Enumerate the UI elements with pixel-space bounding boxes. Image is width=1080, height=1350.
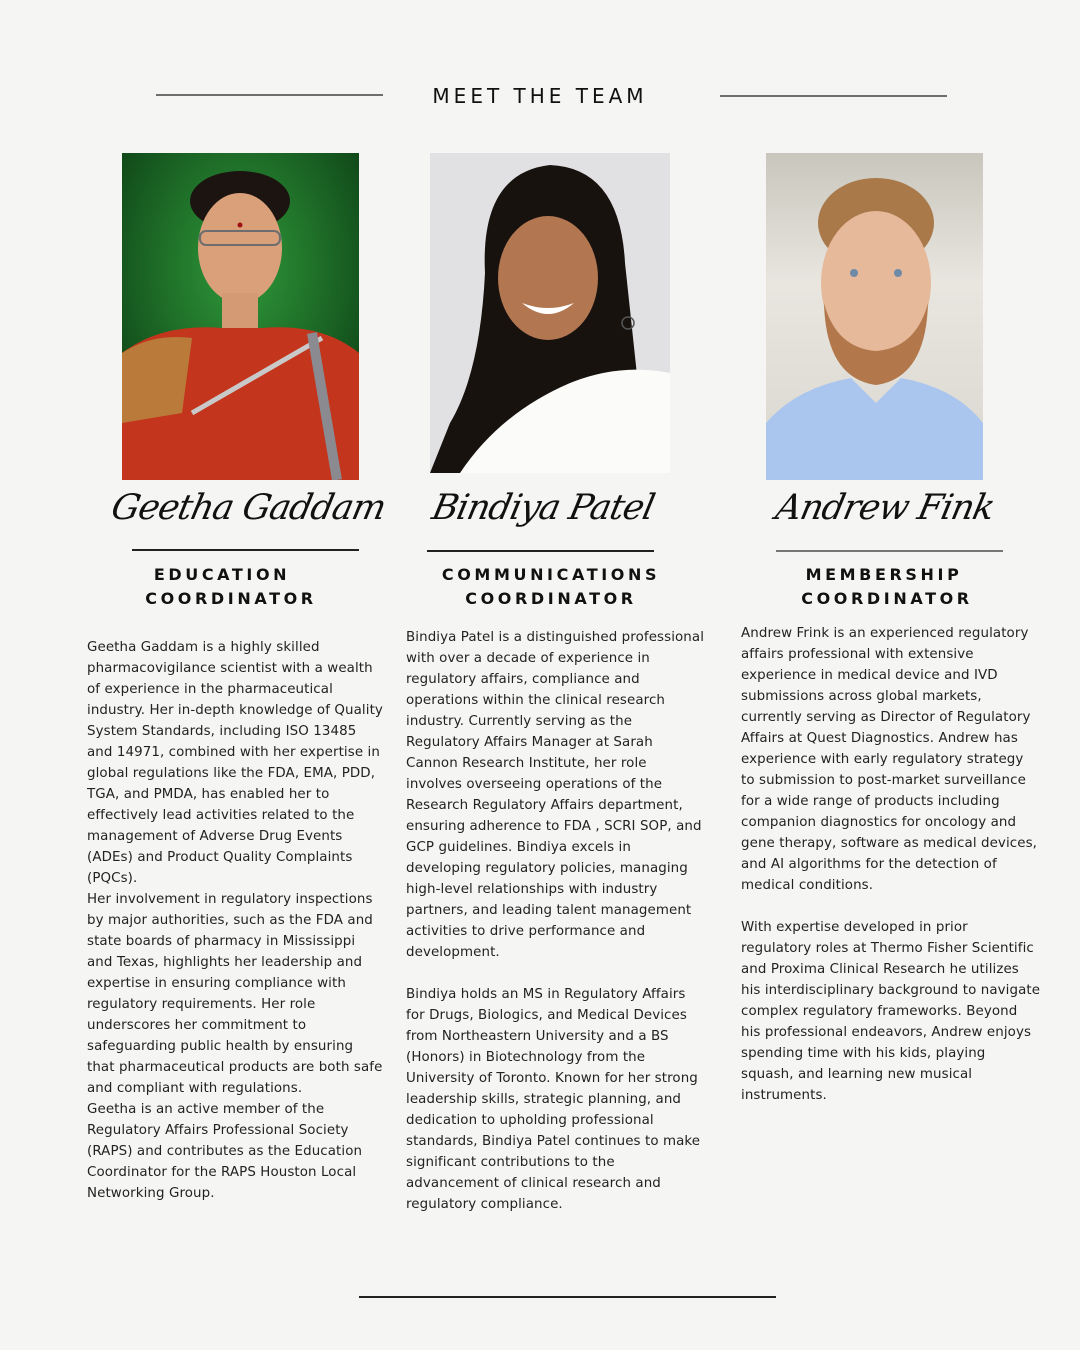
role-line-1: EDUCATION bbox=[153, 565, 291, 584]
header-rule-right bbox=[720, 95, 947, 97]
bio-paragraph: Bindiya holds an MS in Regulatory Affairs for Drugs, Biologics, and Medical Devices from Northeastern University and a BS (Honors) in Biotechnology from the University of Toronto. Known for her strong leadership skills, strategic planning, and dedication to upholding professional standards, Bindiya Patel continues to make significant contributions to the advancement of clinical research and regulatory compliance. bbox=[406, 987, 701, 1212]
member-signature-name: Geetha Gaddam bbox=[107, 488, 389, 528]
role-line-1: COMMUNICATIONS bbox=[441, 565, 661, 584]
member-photo-geetha bbox=[122, 153, 359, 480]
footer-rule bbox=[359, 1296, 776, 1298]
member-photo-andrew bbox=[766, 153, 983, 480]
name-divider bbox=[776, 550, 1003, 552]
header-rule-left bbox=[156, 94, 383, 96]
bio-paragraph: With expertise developed in prior regulatory roles at Thermo Fisher Scientific and Proxima Clinical Research he utilizes his interdisciplinary background to navigate complex regulatory frameworks. Beyond his professional endeavors, Andrew enjoys spending time with his kids, playing squash, and learning new musical instruments. bbox=[741, 920, 1041, 1103]
role-line-2: COORDINATOR bbox=[465, 589, 637, 608]
member-role bbox=[756, 563, 1018, 611]
member-signature-name: Bindiya Patel bbox=[428, 488, 658, 528]
bio-paragraph: Geetha Gaddam is a highly skilled pharmacovigilance scientist with a wealth of experience in the pharmaceutical industry. Her in-depth knowledge of Quality System Standards, including ISO 13485 and 14971, combined with her expertise in global regulations like the FDA, EMA, PDD, TGA, and PMDA, has enabled her to effectively lead activities related to the management of Adverse Drug Events (ADEs) and Product Quality Complaints (PQCs). bbox=[87, 640, 383, 886]
member-role bbox=[420, 563, 682, 611]
role-line-2: COORDINATOR bbox=[145, 589, 317, 608]
member-bio bbox=[741, 623, 1041, 1106]
bio-paragraph: Bindiya Patel is a distinguished professional with over a decade of experience in regulatory affairs, compliance and operations within the clinical research industry. Currently serving as the Regulatory Affairs Manager at Sarah Cannon Research Institute, her role involves overseeing operations of the Research Regulatory Affairs department, ensuring adherence to FDA , SCRI SOP, and GCP guidelines. Bindiya excels in developing regulatory policies, managing high-level relationships with industry partners, and leading talent management activities to drive performance and development. bbox=[406, 630, 705, 960]
member-signature-name: Andrew Fink bbox=[772, 488, 998, 528]
bio-paragraph: Andrew Frink is an experienced regulatory affairs professional with extensive experience in medical device and IVD submissions across global markets, currently serving as Director of Regulatory Affairs at Quest Diagnostics. Andrew has experience with early regulatory strategy to submission to post-market surveillance for a wide range of products including companion diagnostics for oncology and gene therapy, software as medical devices, and AI algorithms for the detection of medical conditions. bbox=[741, 626, 1038, 893]
member-bio bbox=[87, 637, 385, 1204]
bio-paragraph: Her involvement in regulatory inspections by major authorities, such as the FDA and state boards of pharmacy in Mississippi and Texas, highlights her leadership and expertise in ensuring compliance with regulatory requirements. Her role underscores her commitment to safeguarding public health by ensuring that pharmaceutical products are both safe and compliant with regulations. bbox=[87, 892, 383, 1096]
member-photo-bindiya bbox=[430, 153, 670, 473]
paragraph-gap bbox=[741, 896, 1041, 917]
name-divider bbox=[132, 549, 359, 551]
role-line-1: MEMBERSHIP bbox=[805, 565, 963, 584]
bio-paragraph: Geetha is an active member of the Regulatory Affairs Professional Society (RAPS) and contributes as the Education Coordinator for the RAPS Houston Local Networking Group. bbox=[87, 1102, 363, 1201]
name-divider bbox=[427, 550, 654, 552]
member-role bbox=[100, 563, 362, 611]
page-title: MEET THE TEAM bbox=[432, 84, 648, 108]
role-line-2: COORDINATOR bbox=[801, 589, 973, 608]
member-bio bbox=[406, 627, 706, 1215]
paragraph-gap bbox=[406, 963, 706, 984]
